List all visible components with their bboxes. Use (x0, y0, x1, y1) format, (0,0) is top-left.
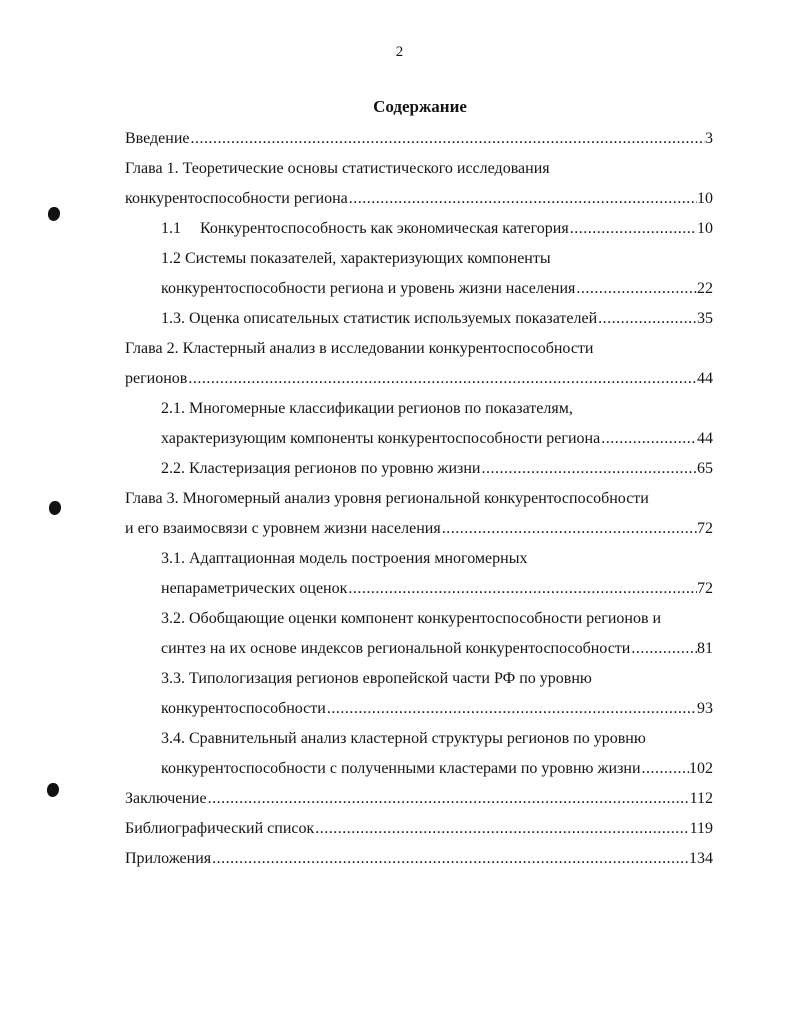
toc-entry-bibliography (125, 814, 713, 844)
toc-entry-text: синтез на их основе индексов региональной конкурентоспособности (161, 640, 631, 657)
leader-dots (441, 514, 697, 544)
toc-page-number: 81 (697, 640, 713, 657)
leader-dots (314, 814, 689, 844)
toc-entry-text: характеризующим компоненты конкурентоспособности региона (161, 430, 601, 447)
toc-entry-text: конкурентоспособности региона и уровень жизни населения (161, 280, 576, 297)
toc-entry-text: Библиографический список (125, 820, 315, 837)
toc-entry-section-3-2-line-1: 3.2. Обобщающие оценки компонент конкурентоспособности регионов и (161, 610, 662, 627)
page-number: 2 (395, 44, 404, 60)
leader-dots (569, 214, 697, 244)
leader-dots (600, 424, 697, 454)
toc-entry-section-1-1 (161, 214, 713, 244)
toc-entry-text: Приложения (125, 850, 212, 867)
toc-entry-chapter-2-line-2 (125, 364, 713, 394)
toc-entry-section-3-4-line-2 (161, 754, 713, 784)
toc-entry-chapter-1-line-1: Глава 1. Теоретические основы статистического исследования (125, 160, 550, 177)
binder-hole-middle (49, 501, 61, 515)
leader-dots (597, 304, 697, 334)
toc-entry-text: Заключение (125, 790, 207, 807)
toc-page-number: 112 (689, 790, 713, 807)
leader-dots (480, 454, 697, 484)
toc-entry-chapter-3-line-1: Глава 3. Многомерный анализ уровня региональной конкурентоспособности (125, 490, 649, 507)
toc-entry-section-1-2-line-2 (161, 274, 713, 304)
toc-entry-section-2-1-line-1: 2.1. Многомерные классификации регионов по показателям, (161, 400, 573, 417)
toc-page-number: 65 (697, 460, 713, 477)
toc-page-number: 44 (697, 370, 713, 387)
toc-entry-text: Введение (125, 130, 190, 147)
leader-dots (348, 184, 697, 214)
binder-hole-top (48, 207, 60, 221)
toc-entry-section-3-4-line-1: 3.4. Сравнительный анализ кластерной структуры регионов по уровню (161, 730, 646, 747)
toc-entry-section-2-1-line-2 (161, 424, 713, 454)
toc-page-number: 10 (697, 190, 713, 207)
toc-title: Содержание (373, 97, 467, 116)
toc-page-number: 102 (689, 760, 713, 777)
toc-entry-text: Конкурентоспособность как экономическая категория (200, 220, 569, 237)
binder-hole-bottom (47, 783, 59, 797)
toc-page-number: 10 (697, 220, 713, 237)
toc-entry-text: 2.2. Кластеризация регионов по уровню жизни (161, 460, 481, 477)
toc-page-number: 134 (689, 850, 713, 867)
leader-dots (630, 634, 697, 664)
leader-dots (211, 844, 689, 874)
leader-dots (347, 574, 697, 604)
toc-entry-section-1-2-line-1: 1.2 Системы показателей, характеризующих компоненты (161, 250, 551, 267)
toc-page-number: 44 (697, 430, 713, 447)
toc-entry-text: конкурентоспособности (161, 700, 326, 717)
toc-entry-section-3-3-line-1: 3.3. Типологизация регионов европейской части РФ по уровню (161, 670, 592, 687)
toc-entry-section-2-2 (161, 454, 713, 484)
toc-entry-chapter-2-line-1: Глава 2. Кластерный анализ в исследовании конкурентоспособности (125, 340, 594, 357)
toc-entry-text: конкурентоспособности региона (125, 190, 348, 207)
toc-entry-text: 1.3. Оценка описательных статистик используемых показателей (161, 310, 598, 327)
section-number: 1.1 (161, 220, 181, 237)
toc-entry-section-3-1-line-1: 3.1. Адаптационная модель построения многомерных (161, 550, 528, 567)
toc-entry-chapter-3-line-2 (125, 514, 713, 544)
toc-entry-text: непараметрических оценок (161, 580, 348, 597)
toc-entry-conclusion (125, 784, 713, 814)
toc-entry-text: регионов (125, 370, 188, 387)
toc-entry-text: и его взаимосвязи с уровнем жизни населения (125, 520, 441, 537)
toc-entry-appendices (125, 844, 713, 874)
leader-dots (190, 124, 706, 154)
leader-dots (187, 364, 697, 394)
leader-dots (575, 274, 697, 304)
toc-entry-section-1-3 (161, 304, 713, 334)
toc-page-number: 93 (697, 700, 713, 717)
toc-page-number: 3 (705, 130, 713, 147)
toc-entry-introduction (125, 124, 713, 154)
toc-entry-chapter-1-line-2 (125, 184, 713, 214)
toc-page-number: 22 (697, 280, 713, 297)
toc-entry-section-3-3-line-2 (161, 694, 713, 724)
toc-entry-text: конкурентоспособности с полученными кластерами по уровню жизни (161, 760, 641, 777)
toc-page-number: 72 (697, 520, 713, 537)
leader-dots (207, 784, 690, 814)
toc-page-number: 119 (689, 820, 713, 837)
toc-page-number: 72 (697, 580, 713, 597)
toc-entry-section-3-1-line-2 (161, 574, 713, 604)
toc-page-number: 35 (697, 310, 713, 327)
leader-dots (326, 694, 697, 724)
leader-dots (641, 754, 689, 784)
toc-entry-section-3-2-line-2 (161, 634, 713, 664)
